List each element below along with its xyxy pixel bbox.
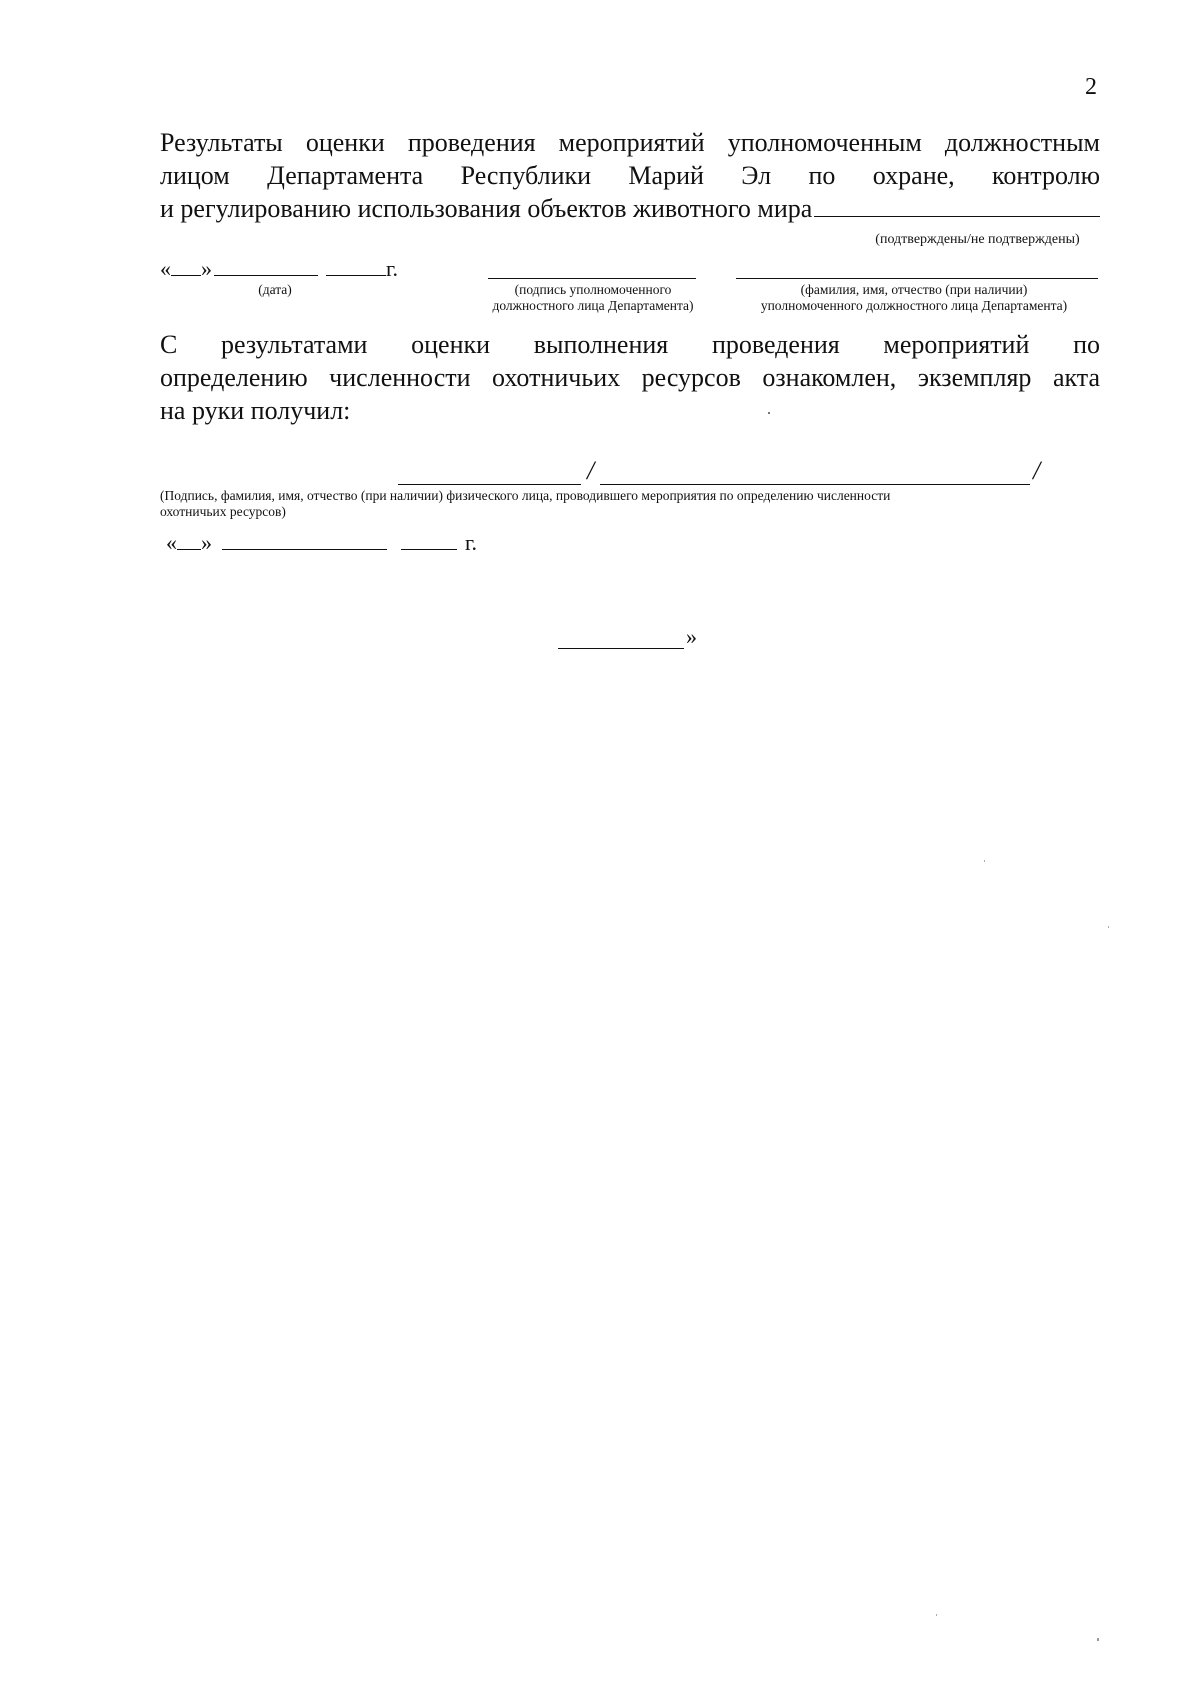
assessment-results-paragraph [160,126,1100,225]
signature-caption-line-2: должностного лица Департамента) [492,298,694,313]
status-fill-line[interactable] [814,215,1100,217]
individual-caption-line-1: (Подпись, фамилия, имя, отчество (при наличии) физического лица, проводившего мероприятия по определению численности [160,488,891,503]
scan-speck [936,1614,937,1616]
individual-caption [160,488,1060,520]
signature-line-official[interactable] [488,278,696,279]
individual-caption-line-2: охотничьих ресурсов) [160,504,286,519]
name-caption-line-1: (фамилия, имя, отчество (при наличии) [800,282,1028,297]
month-fill-line[interactable] [214,275,318,276]
assessment-line-2: лицом Департамента Республики Марий Эл по охране, контролю [160,161,1100,190]
day2-fill-line[interactable] [177,549,201,550]
assessment-line-3-text: и регулированию использования объектов животного мира [160,194,813,223]
month2-fill-line[interactable] [222,549,387,550]
scan-speck [1097,1638,1099,1641]
year2-suffix: г. [465,530,478,555]
year2-fill-line[interactable] [401,549,457,550]
date2-close-quote: » [201,530,212,555]
name-end-separator: / [1033,456,1041,485]
signature-separator: / [587,456,595,485]
date-caption: (дата) [258,282,292,297]
scan-speck [768,412,770,414]
closing-line [558,648,684,649]
date2-open-quote: « [166,530,177,555]
name-caption-line-2: уполномоченного должностного лица Департамента) [760,298,1068,313]
name-line-individual[interactable] [600,484,1030,485]
acknowledgement-paragraph [160,328,1100,427]
signature-line-individual[interactable] [398,484,581,485]
signature-caption-line-1: (подпись уполномоченного [514,282,672,297]
closing-quote: » [686,624,697,649]
acknowledgement-line-2: определению численности охотничьих ресурсов ознакомлен, экземпляр акта [160,363,1100,392]
scan-speck [1108,926,1109,928]
assessment-line-1: Результаты оценки проведения мероприятий уполномоченным должностным [160,128,1100,157]
date-row-2 [166,530,477,556]
day-fill-line[interactable] [171,275,201,276]
year-suffix: г. [386,256,399,281]
name-caption-official [728,282,1100,314]
acknowledgement-line-3: на руки получил: [160,396,351,425]
page-number: 2 [1085,74,1097,100]
year-fill-line[interactable] [326,275,386,276]
signature-caption-official [458,282,728,314]
assessment-line-3 [160,192,1100,225]
acknowledgement-line-1: С результатами оценки выполнения проведения мероприятий по [160,330,1100,359]
name-line-official[interactable] [736,278,1098,279]
scan-speck [984,860,985,862]
status-caption: (подтверждены/не подтверждены) [875,232,1080,247]
date-row-1 [160,256,398,282]
date-close-quote: » [201,256,212,281]
date-open-quote: « [160,256,171,281]
